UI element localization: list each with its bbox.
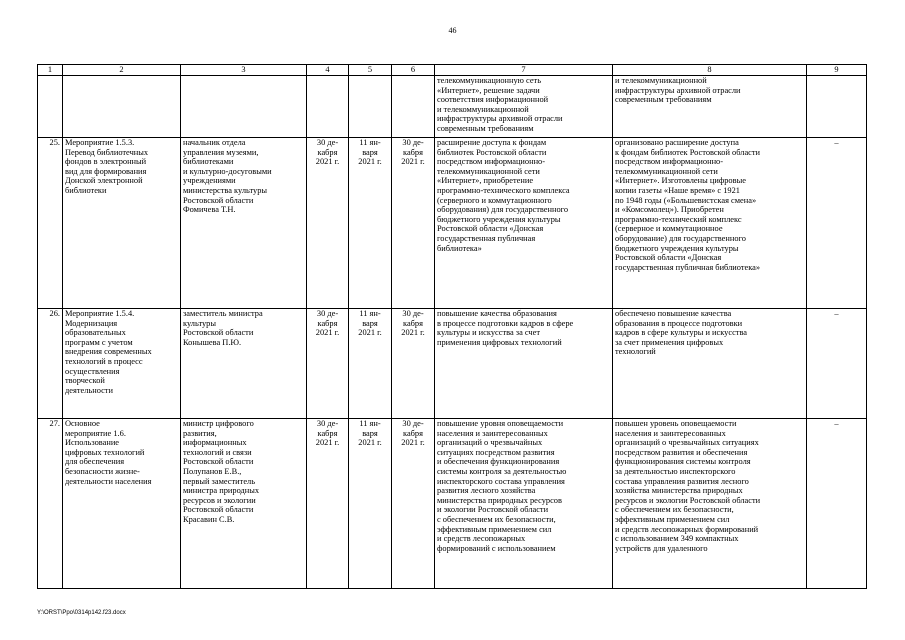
measure-name <box>63 138 181 309</box>
text-line: 30 де- <box>316 309 339 318</box>
text-line: культуры <box>183 318 216 328</box>
fact-end-date <box>392 309 435 419</box>
text-line: программ с учетом <box>65 337 133 347</box>
text-line: системы контроля за деятельностью <box>437 466 567 476</box>
text-line: в процессе подготовки кадров в сфере <box>437 318 574 328</box>
text-line: бюджетного учреждения культуры <box>615 243 739 253</box>
text-line: кабря <box>317 147 338 157</box>
text-line: 30 де- <box>316 138 339 147</box>
text-line: Использование <box>65 438 120 448</box>
text-line: кабря <box>403 428 423 438</box>
header-cell: 9 <box>807 65 867 76</box>
text-line: 30 де- <box>402 419 424 428</box>
text-line: Фомичева Т.Н. <box>183 205 236 215</box>
text-line: осуществления <box>65 366 120 376</box>
cont-result-plan <box>435 76 613 138</box>
text-line: 30 де- <box>402 309 424 318</box>
text-line: организаций о чрезвычайных ситуациях <box>615 438 759 448</box>
text-line: соответствия информационной <box>437 95 549 105</box>
header-cell: 8 <box>613 65 807 76</box>
text-line: 2021 г. <box>315 328 340 338</box>
header-cell: 6 <box>392 65 435 76</box>
file-path-footer: Y:\ORST\Ppo\0314p142.f23.docx <box>37 610 126 616</box>
text-line: начальник отдела <box>183 138 246 147</box>
text-line: Модернизация <box>65 318 118 328</box>
text-line: и средств лесопожарных формирований <box>615 524 759 534</box>
text-line: с использованием 349 компактных <box>615 534 739 544</box>
text-line: 11 ян- <box>359 419 381 428</box>
text-line: 30 де- <box>316 419 339 428</box>
text-line: первый заместитель <box>183 476 256 486</box>
text-line: повышен уровень оповещаемости <box>615 419 737 428</box>
text-line: Мероприятие 1.5.3. <box>65 138 135 147</box>
text-line: деятельности населения <box>65 476 152 486</box>
table-row <box>38 309 867 419</box>
text-line: Основное <box>65 419 100 428</box>
text-line: 2021 г. <box>401 328 425 338</box>
text-line: Ростовской области <box>183 328 254 338</box>
text-line: 11 ян- <box>359 138 381 147</box>
fact-end-date <box>392 138 435 309</box>
text-line: 30 де- <box>402 138 424 147</box>
text-line: кадров в сфере культуры и искусства <box>615 328 748 338</box>
text-line: повышение уровня оповещаемости <box>437 419 564 428</box>
text-line: министр цифрового <box>183 419 254 428</box>
text-line: применения цифровых технологий <box>437 337 562 347</box>
text-line: и культурно-досуговыми <box>183 166 272 176</box>
fact-start-date <box>349 309 392 419</box>
text-line: государственная публичная <box>437 233 536 243</box>
text-line: варя <box>362 318 378 328</box>
text-line: 2021 г. <box>401 157 425 167</box>
text-line: библиотеками <box>183 157 234 167</box>
text-line: обеспечено повышение качества <box>615 309 732 318</box>
text-line: устройств для удаленного <box>615 543 708 553</box>
text-line: телекоммуникационной сети <box>437 166 540 176</box>
text-line: вид для формирования <box>65 166 147 176</box>
result-fact <box>613 138 807 309</box>
text-line: варя <box>362 147 378 157</box>
text-line: министра природных <box>183 486 260 496</box>
header-cell: 2 <box>63 65 181 76</box>
text-line: 2021 г. <box>315 157 340 167</box>
text-line: и экологии Ростовской области <box>437 505 549 515</box>
text-line: организовано расширение доступа <box>615 138 739 147</box>
text-line: государственная публичная библиотека» <box>615 262 761 272</box>
text-line: управления музеями, <box>183 147 259 157</box>
text-line: министерства природных ресурсов <box>437 495 562 505</box>
text-line: «Интернет». Изготовлены цифровые <box>615 176 746 186</box>
text-line: расширение доступа к фондам <box>437 138 547 147</box>
row-number: 26. <box>38 309 63 419</box>
header-row <box>38 65 867 76</box>
text-line: 2021 г. <box>401 438 425 448</box>
header-cell: 1 <box>38 65 63 76</box>
text-line: Ростовской области «Донская <box>615 253 722 263</box>
fact-end-date <box>392 419 435 589</box>
text-line: безопасности жизне- <box>65 466 140 476</box>
text-line: информационных <box>183 438 247 448</box>
text-line: «Интернет», приобретение <box>437 176 534 186</box>
text-line: организаций о чрезвычайных <box>437 438 543 448</box>
text-line: программно-технический комплекс <box>615 214 742 224</box>
text-line: за счет применения цифровых <box>615 337 724 347</box>
text-line: внедрения современных <box>65 347 152 357</box>
plan-end-date <box>307 309 349 419</box>
header-cell: 7 <box>435 65 613 76</box>
text-line: ситуациях посредством развития <box>437 447 555 457</box>
text-line: технологий <box>615 347 656 357</box>
result-plan <box>435 419 613 589</box>
header-cell: 3 <box>181 65 307 76</box>
executor <box>181 309 307 419</box>
text-line: современным требованиям <box>615 95 712 105</box>
text-line: творческой <box>65 376 105 386</box>
text-line: Ростовской области <box>183 505 254 515</box>
text-line: учреждениями <box>183 176 236 186</box>
plan-end-date <box>307 419 349 589</box>
text-line: и средств лесопожарных <box>437 534 526 544</box>
text-line: населения и заинтересованных <box>615 428 726 438</box>
text-line: Полупанов Е.В., <box>183 466 242 476</box>
text-line: копии газеты «Наше время» с 1921 <box>615 185 740 195</box>
text-line: 2021 г. <box>358 157 382 167</box>
text-line: кабря <box>403 147 423 157</box>
reason-cell: – <box>807 419 867 589</box>
text-line: образовательных <box>65 328 126 338</box>
measure-name <box>63 309 181 419</box>
text-line: развития лесного хозяйства <box>437 486 536 496</box>
text-line: культуры и искусства за счет <box>437 328 541 338</box>
text-line: инфраструктуры архивной отрасли <box>437 114 563 124</box>
text-line: современным требованиям <box>437 123 534 133</box>
text-line: с обеспечением их безопасности, <box>615 505 734 515</box>
text-line: 2021 г. <box>315 438 340 448</box>
executor <box>181 419 307 589</box>
cont-result-fact <box>613 76 807 138</box>
text-line: посредством развития и обеспечения <box>615 447 748 457</box>
text-line: мероприятие 1.6. <box>65 428 126 438</box>
text-line: телекоммуникационной сети <box>615 166 718 176</box>
text-line: Конышева П.Ю. <box>183 337 242 347</box>
text-line: оборудования) для государственного <box>437 205 569 215</box>
table-row <box>38 138 867 309</box>
text-line: инспекторского состава управления <box>437 476 565 486</box>
text-line: заместитель министра <box>183 309 263 318</box>
row-number: 27. <box>38 419 63 589</box>
text-line: и телекоммуникационной <box>437 104 529 114</box>
table-row <box>38 419 867 589</box>
text-line: деятельности <box>65 385 113 395</box>
text-line: посредством информационно- <box>615 157 724 167</box>
page-number: 46 <box>448 26 457 35</box>
result-plan <box>435 138 613 309</box>
text-line: варя <box>362 428 378 438</box>
plan-end-date <box>307 138 349 309</box>
row-number: 25. <box>38 138 63 309</box>
header-cell: 5 <box>349 65 392 76</box>
text-line: Красавин С.В. <box>183 514 235 524</box>
text-line: к фондам библиотек Ростовской области <box>615 147 761 157</box>
text-line: населения и заинтересованных <box>437 428 548 438</box>
text-line: Ростовской области <box>183 457 254 467</box>
text-line: и обеспечения функционирования <box>437 457 560 467</box>
text-line: эффективным применением сил <box>437 524 552 534</box>
text-line: (серверное и коммутационное <box>615 224 723 234</box>
text-line: посредством информационно- <box>437 157 546 167</box>
text-line: Мероприятие 1.5.4. <box>65 309 135 318</box>
reason-cell: – <box>807 138 867 309</box>
text-line: кабря <box>317 318 338 328</box>
text-line: библиотеки <box>65 185 107 195</box>
text-line: образования в процессе подготовки <box>615 318 743 328</box>
text-line: библиотека» <box>437 243 482 253</box>
executor <box>181 138 307 309</box>
continuation-row <box>38 76 867 138</box>
report-table <box>37 64 867 589</box>
text-line: ресурсов и экологии Ростовской области <box>615 495 761 505</box>
text-line: 2021 г. <box>358 328 382 338</box>
text-line: и телекоммуникационной <box>615 76 707 85</box>
header-cell: 4 <box>307 65 349 76</box>
result-fact <box>613 419 807 589</box>
text-line: технологий и связи <box>183 447 252 457</box>
text-line: хозяйства министерства природных <box>615 486 743 496</box>
text-line: кабря <box>403 318 423 328</box>
text-line: ресурсов и экологии <box>183 495 256 505</box>
text-line: Перевод библиотечных <box>65 147 149 157</box>
text-line: формирований с использованием <box>437 543 556 553</box>
text-line: с обеспечением их безопасности, <box>437 514 556 524</box>
text-line: программно-технического комплекса <box>437 185 570 195</box>
result-plan <box>435 309 613 419</box>
text-line: Ростовской области <box>183 195 254 205</box>
fact-start-date <box>349 419 392 589</box>
reason-cell: – <box>807 309 867 419</box>
text-line: фондов в электронный <box>65 157 147 167</box>
result-fact <box>613 309 807 419</box>
text-line: для обеспечения <box>65 457 125 467</box>
text-line: (серверного и коммутационного <box>437 195 552 205</box>
text-line: Ростовской области «Донская <box>437 224 544 234</box>
fact-start-date <box>349 138 392 309</box>
text-line: и «Комсомолец»). Приобретен <box>615 205 724 215</box>
text-line: библиотек Ростовской области <box>437 147 547 157</box>
text-line: бюджетного учреждения культуры <box>437 214 561 224</box>
text-line: развития, <box>183 428 217 438</box>
text-line: телекоммуникационную сеть <box>437 76 542 85</box>
text-line: эффективным применением сил <box>615 514 730 524</box>
text-line: 11 ян- <box>359 309 381 318</box>
text-line: министерства культуры <box>183 185 268 195</box>
text-line: «Интернет», решение задачи <box>437 85 540 95</box>
text-line: цифровых технологий <box>65 447 145 457</box>
text-line: Донской электронной <box>65 176 143 186</box>
text-line: по 1948 годы («Большевистская смена» <box>615 195 757 205</box>
text-line: состава управления развития лесного <box>615 476 749 486</box>
text-line: инфраструктуры архивной отрасли <box>615 85 741 95</box>
text-line: технологий в процесс <box>65 356 143 366</box>
text-line: функционирования системы контроля <box>615 457 751 467</box>
text-line: кабря <box>317 428 338 438</box>
measure-name <box>63 419 181 589</box>
text-line: 2021 г. <box>358 438 382 448</box>
text-line: за деятельностью инспекторского <box>615 466 736 476</box>
text-line: повышение качества образования <box>437 309 557 318</box>
text-line: оборудование) для государственного <box>615 233 746 243</box>
